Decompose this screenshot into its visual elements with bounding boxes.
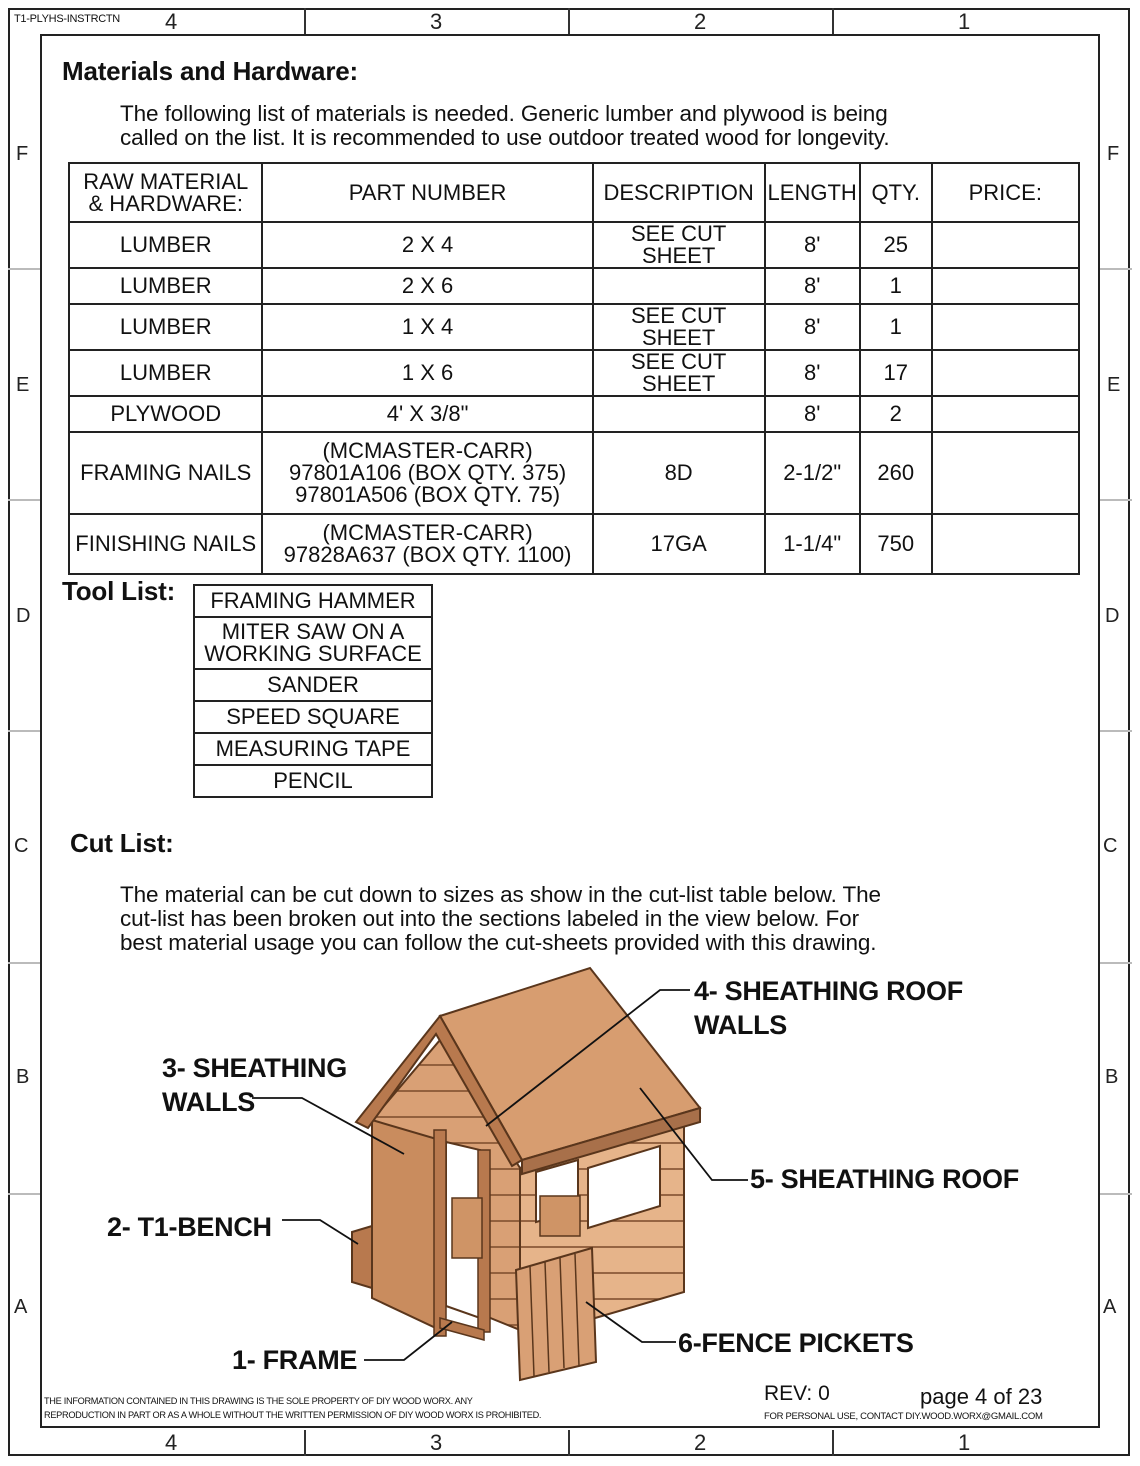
- zone-col-bottom-3: 3: [430, 1430, 443, 1455]
- mat-part-line: 97801A506 (BOX QTY. 75): [295, 482, 561, 507]
- col-header-raw-line1: RAW MATERIAL: [83, 168, 249, 194]
- zone-col-top-1: 1: [958, 9, 971, 34]
- inner-bench-right: [540, 1196, 580, 1236]
- mat-cell-desc: 17GA: [593, 514, 765, 574]
- mat-cell-length: 8': [765, 268, 860, 304]
- t1-bench: [352, 1226, 372, 1288]
- tool-item-line: FRAMING HAMMER: [210, 588, 416, 613]
- materials-heading: Materials and Hardware:: [62, 56, 358, 86]
- callout-6-fence-pickets: 6-FENCE PICKETS: [678, 1328, 914, 1358]
- leader-2: [282, 1220, 358, 1244]
- callout-4-line1: 4- SHEATHING ROOF: [694, 976, 963, 1006]
- fence-pickets: [516, 1248, 596, 1380]
- cut-list-intro-line3: best material usage you can follow the cut-sheets provided with this drawing.: [120, 930, 877, 955]
- mat-cell-length: 8': [765, 396, 860, 432]
- mat-cell-qty: 1: [860, 304, 932, 350]
- zone-row-left-a: A: [14, 1296, 28, 1318]
- mat-cell-length: 2-1/2": [765, 432, 860, 514]
- tools-heading: Tool List:: [62, 576, 176, 606]
- callout-3-line2: WALLS: [162, 1087, 255, 1117]
- mat-part-line: (MCMASTER-CARR): [322, 520, 533, 545]
- zone-row-right-c: C: [1103, 835, 1118, 857]
- zone-col-top-4: 4: [165, 9, 178, 34]
- mat-cell-material: LUMBER: [69, 304, 262, 350]
- mat-cell-material: LUMBER: [69, 268, 262, 304]
- mat-cell-length: 8': [765, 222, 860, 268]
- mat-part-line: 97828A637 (BOX QTY. 1100): [283, 542, 572, 567]
- zone-col-top-3: 3: [430, 9, 443, 34]
- tool-item-line: MEASURING TAPE: [215, 736, 411, 761]
- col-header-qty: QTY.: [860, 163, 932, 222]
- zone-col-bottom-2: 2: [694, 1430, 707, 1455]
- page-number: page 4 of 23: [920, 1384, 1043, 1409]
- zone-row-left-e: E: [16, 374, 30, 396]
- zone-row-right-a: A: [1103, 1296, 1117, 1318]
- callout-3-line1: 3- SHEATHING: [162, 1053, 347, 1083]
- mat-part-line: 2 X 4: [401, 232, 454, 257]
- inner-bench: [452, 1198, 482, 1258]
- cut-list-heading: Cut List:: [70, 828, 174, 858]
- mat-cell-qty: 750: [860, 514, 932, 574]
- disclaimer-line2: REPRODUCTION IN PART OR AS A WHOLE WITHOUT THE WRITTEN PERMISSION OF DIY WOOD WORX IS PROHIBITED.: [44, 1410, 542, 1420]
- tool-item-line: SANDER: [267, 672, 359, 697]
- cut-list-intro-line1: The material can be cut down to sizes as show in the cut-list table below. The: [120, 882, 881, 907]
- mat-part-line: (MCMASTER-CARR): [322, 438, 533, 463]
- disclaimer-line1: THE INFORMATION CONTAINED IN THIS DRAWING IS THE SOLE PROPERTY OF DIY WOOD WORX. ANY: [44, 1396, 473, 1406]
- zone-row-left-f: F: [16, 143, 29, 165]
- zone-row-right-e: E: [1107, 374, 1121, 396]
- mat-cell-qty: 1: [860, 268, 932, 304]
- materials-intro-line2: called on the list. It is recommended to use outdoor treated wood for longevity.: [120, 125, 890, 150]
- mat-cell-material: LUMBER: [69, 222, 262, 268]
- disclaimer: [44, 1394, 541, 1422]
- col-header-length: LENGTH: [765, 163, 860, 222]
- mat-cell-desc: SEE CUT SHEET: [593, 304, 765, 350]
- materials-intro-line1: The following list of materials is needed. Generic lumber and plywood is being: [120, 101, 888, 126]
- mat-cell-qty: 260: [860, 432, 932, 514]
- mat-cell-length: 8': [765, 350, 860, 396]
- mat-cell-desc: SEE CUT SHEET: [593, 222, 765, 268]
- zone-row-left-d: D: [16, 605, 31, 627]
- mat-part-line: 1 X 6: [401, 360, 454, 385]
- cut-list-intro-line2: cut-list has been broken out into the sections labeled in the view below. For: [120, 906, 859, 931]
- mat-part-line: 1 X 4: [401, 314, 454, 339]
- callout-3-sheathing-walls: [162, 1051, 347, 1119]
- drawing-number: T1-PLYHS-INSTRCTN: [14, 13, 120, 25]
- mat-cell-qty: 25: [860, 222, 932, 268]
- zone-row-right-f: F: [1107, 143, 1120, 165]
- mat-cell-material: FRAMING NAILS: [69, 432, 262, 514]
- callout-5-sheathing-roof: 5- SHEATHING ROOF: [750, 1164, 1019, 1194]
- callout-4-sheathing-roof-walls: [694, 974, 963, 1042]
- mat-cell-material: FINISHING NAILS: [69, 514, 262, 574]
- zone-col-top-2: 2: [694, 9, 707, 34]
- col-header-part-number: PART NUMBER: [262, 163, 592, 222]
- mat-cell-desc: 8D: [593, 432, 765, 514]
- mat-cell-material: PLYWOOD: [69, 396, 262, 432]
- tool-item-line: MITER SAW ON A: [221, 619, 405, 644]
- mat-part-line: 97801A106 (BOX QTY. 375): [288, 460, 567, 485]
- frame-post: [434, 1130, 446, 1336]
- tool-item-line: WORKING SURFACE: [204, 641, 422, 666]
- zone-row-left-c: C: [14, 835, 29, 857]
- tool-item-line: PENCIL: [273, 768, 353, 793]
- mat-part-line: 4' X 3/8": [386, 401, 469, 426]
- col-header-raw-line2: & HARDWARE:: [88, 190, 243, 216]
- zone-row-left-b: B: [16, 1066, 30, 1088]
- mat-cell-qty: 2: [860, 396, 932, 432]
- col-header-price: PRICE:: [932, 163, 1079, 222]
- zone-col-bottom-4: 4: [165, 1430, 178, 1455]
- tool-item-line: SPEED SQUARE: [226, 704, 400, 729]
- mat-cell-length: 8': [765, 304, 860, 350]
- zone-row-right-d: D: [1105, 605, 1120, 627]
- mat-cell-qty: 17: [860, 350, 932, 396]
- revision: REV: 0: [764, 1382, 830, 1405]
- zone-row-right-b: B: [1105, 1066, 1119, 1088]
- zone-col-bottom-1: 1: [958, 1430, 971, 1455]
- mat-cell-desc: SEE CUT SHEET: [593, 350, 765, 396]
- callout-4-line2: WALLS: [694, 1010, 787, 1040]
- callout-1-frame: 1- FRAME: [232, 1345, 358, 1375]
- mat-part-line: 2 X 6: [401, 273, 454, 298]
- mat-cell-length: 1-1/4": [765, 514, 860, 574]
- mat-cell-material: LUMBER: [69, 350, 262, 396]
- contact-note: FOR PERSONAL USE, CONTACT DIY.WOOD.WORX@GMAIL.COM: [764, 1411, 1043, 1422]
- col-header-description: DESCRIPTION: [593, 163, 765, 222]
- callout-2-t1-bench: 2- T1-BENCH: [107, 1212, 272, 1242]
- side-wall-left: [372, 1120, 440, 1330]
